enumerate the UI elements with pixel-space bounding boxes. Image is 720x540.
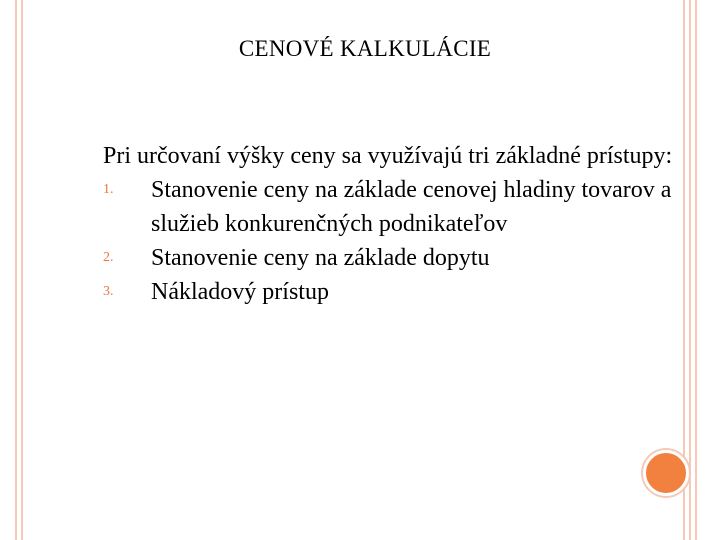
list-item — [103, 275, 693, 309]
list-item — [103, 173, 693, 241]
approach-list — [103, 173, 693, 309]
list-item-number: 1. — [103, 182, 114, 197]
list-item-text: Nákladový prístup — [151, 279, 329, 305]
page-title: CENOVÉ KALKULÁCIE — [238, 36, 492, 61]
list-item-text: Stanovenie ceny na základe dopytu — [151, 245, 490, 271]
frame-line-right-3 — [695, 0, 697, 540]
list-item — [103, 241, 693, 275]
list-item-text: Stanovenie ceny na základe cenovej hladiny tovarov a služieb konkurenčných podnikateľov — [151, 177, 672, 237]
frame-line-left-outer — [15, 0, 17, 540]
intro-text: Pri určovaní výšky ceny sa využívajú tri základné prístupy: — [103, 143, 673, 169]
list-item-number: 2. — [103, 250, 114, 265]
list-item-number: 3. — [103, 284, 114, 299]
decorative-circle — [643, 450, 689, 496]
frame-line-left-inner — [21, 0, 23, 540]
slide-body — [103, 139, 693, 309]
